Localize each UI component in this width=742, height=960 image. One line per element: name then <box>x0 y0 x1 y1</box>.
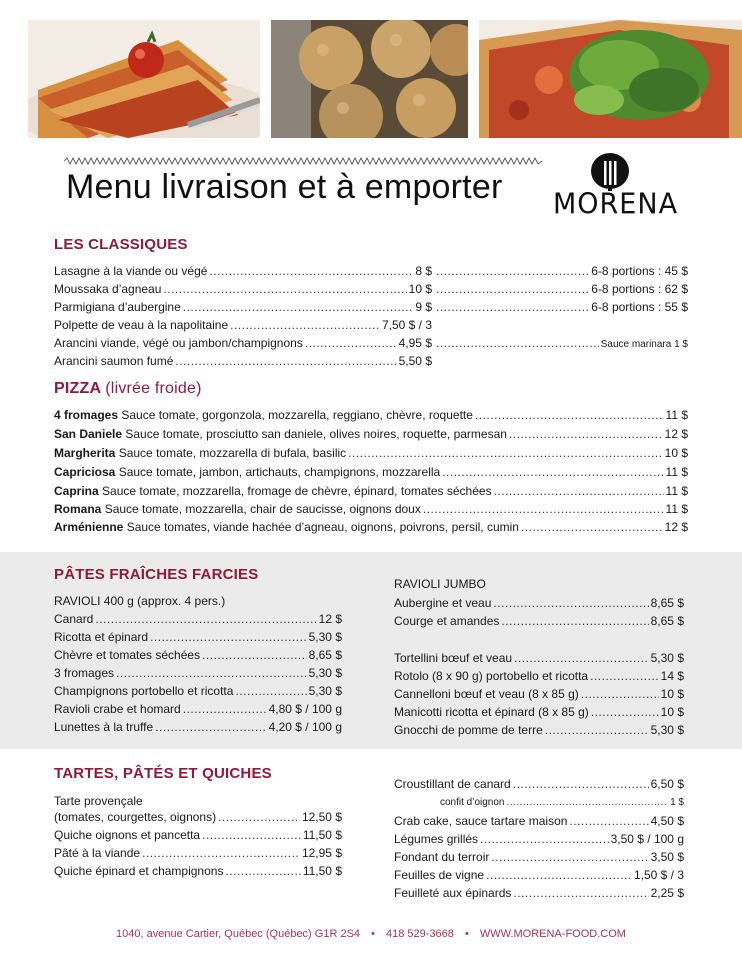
pasta-item: Lunettes à la truffe ..... 4,20 $ / 100 g <box>54 719 342 735</box>
tarte-item: Fondant du terroir ..... 3,50 $ <box>394 849 684 865</box>
pasta-item: Manicotti ricotta et épinard (8 x 85 g) ..... 10 $ <box>394 704 684 720</box>
menu-item: Lasagne à la viande ou végé ..... 8 $ <box>54 263 432 279</box>
section-title-tartes: TARTES, PÂTÉS ET QUICHES <box>54 765 272 782</box>
footer-separator-icon: • <box>371 928 375 940</box>
pizza-item: Arménienne Sauce tomates, viande hachée d’agneau, oignons, poivrons, persil, cumin ..... 12 $ <box>54 519 688 535</box>
footer-phone[interactable]: 418 529-3668 <box>386 928 454 940</box>
lasagna-photo <box>28 20 260 138</box>
menu-item-portions: ..... 6-8 portions : 45 $ <box>436 263 688 279</box>
menu-item: Arancini viande, végé ou jambon/champignons ..... 4,95 $ <box>54 335 432 351</box>
pasta-item: Cannelloni bœuf et veau (8 x 85 g) ..... 10 $ <box>394 686 684 702</box>
section-title-pizza: PIZZA (livrée froide) <box>54 380 202 397</box>
pizza-photo <box>479 20 742 138</box>
pizza-item: 4 fromages Sauce tomate, gorgonzola, mozzarella, reggiano, chèvre, roquette ..... 11 $ <box>54 407 688 423</box>
menu-item: Parmigiana d’aubergine ..... 9 $ <box>54 299 432 315</box>
pizza-item: Margherita Sauce tomate, mozzarella di bufala, basilic ..... 10 $ <box>54 445 688 461</box>
footer-contact <box>0 928 742 940</box>
footer-address: 1040, avenue Cartier, Québec (Québec) G1R 2S4 <box>116 928 361 940</box>
menu-item: Moussaka d’agneau ..... 10 $ <box>54 281 432 297</box>
pasta-item: Gnocchi de pomme de terre ..... 5,30 $ <box>394 722 684 738</box>
ravioli-jumbo-heading: RAVIOLI JUMBO <box>394 577 486 591</box>
pizza-item: San Daniele Sauce tomate, prosciutto san daniele, olives noires, roquette, parmesan ..... 12 $ <box>54 426 688 442</box>
section-title-pates: PÂTES FRAÎCHES FARCIES <box>54 566 259 583</box>
pasta-item: Ricotta et épinard ..... 5,30 $ <box>54 629 342 645</box>
pasta-item: Canard ..... 12 $ <box>54 611 342 627</box>
menu-item: Polpette de veau à la napolitaine ..... 7,50 $ / 3 <box>54 317 432 333</box>
menu-item: Arancini saumon fumé ..... 5,50 $ <box>54 353 432 369</box>
pasta-item: 3 fromages ..... 5,30 $ <box>54 665 342 681</box>
pasta-item: Tortellini bœuf et veau ..... 5,30 $ <box>394 650 684 666</box>
tarte-provencale-line: Tarte provençale <box>54 794 143 808</box>
tarte-item: Crab cake, sauce tartare maison ..... 4,50 $ <box>394 813 684 829</box>
pizza-item: Capriciosa Sauce tomate, jambon, artichauts, champignons, mozzarella ..... 11 $ <box>54 464 688 480</box>
pasta-item: Chèvre et tomates séchées ..... 8,65 $ <box>54 647 342 663</box>
page-title: Menu livraison et à emporter <box>66 168 503 206</box>
ravioli-heading: RAVIOLI 400 g (approx. 4 pers.) <box>54 594 226 608</box>
footer-website-link[interactable]: WWW.MORENA-FOOD.COM <box>479 928 626 940</box>
pasta-item: Champignons portobello et ricotta ..... 5,30 $ <box>54 683 342 699</box>
tarte-item: Croustillant de canard ..... 6,50 $ <box>394 776 684 792</box>
tarte-item: Quiche épinard et champignons ..... 11,50 $ <box>54 863 342 879</box>
menu-item-portions: ..... 6-8 portions : 62 $ <box>436 281 688 297</box>
tarte-item: Feuilles de vigne ..... 1,50 $ / 3 <box>394 867 684 883</box>
pizza-item: Caprina Sauce tomate, mozzarella, fromage de chèvre, épinard, tomates séchées ..... 11 $ <box>54 483 688 499</box>
pasta-item: Courge et amandes ..... 8,65 $ <box>394 613 684 629</box>
pasta-item: Aubergine et veau ..... 8,65 $ <box>394 595 684 611</box>
pasta-item: Rotolo (8 x 90 g) portobello et ricotta ..... 14 $ <box>394 668 684 684</box>
arancini-photo <box>271 20 468 138</box>
pasta-item: Ravioli crabe et homard ..... 4,80 $ / 100 g <box>54 701 342 717</box>
decorative-zigzag-line <box>64 156 542 166</box>
logo-wordmark: MORENA <box>553 188 679 221</box>
tarte-item: Quiche oignons et pancetta ..... 11,50 $ <box>54 827 342 843</box>
tarte-item: Pâté à la viande ..... 12,95 $ <box>54 845 342 861</box>
section-title-classiques: LES CLASSIQUES <box>54 236 188 253</box>
footer-separator-icon: • <box>464 928 469 940</box>
pizza-item: Romana Sauce tomate, mozzarella, chair de saucisse, oignons doux ..... 11 $ <box>54 501 688 517</box>
menu-item-portions: ..... 6-8 portions : 55 $ <box>436 299 688 315</box>
tarte-item: (tomates, courgettes, oignons) ..... 12,50 $ <box>54 809 342 825</box>
tarte-item: Légumes grillés ..... 3,50 $ / 100 g <box>394 831 684 847</box>
tarte-item-option: confit d’oignon ..... 1 $ <box>440 795 684 811</box>
tarte-item: Feuilleté aux épinards ..... 2,25 $ <box>394 885 684 901</box>
menu-item-sauce: ..... Sauce marinara 1 $ <box>436 335 688 351</box>
